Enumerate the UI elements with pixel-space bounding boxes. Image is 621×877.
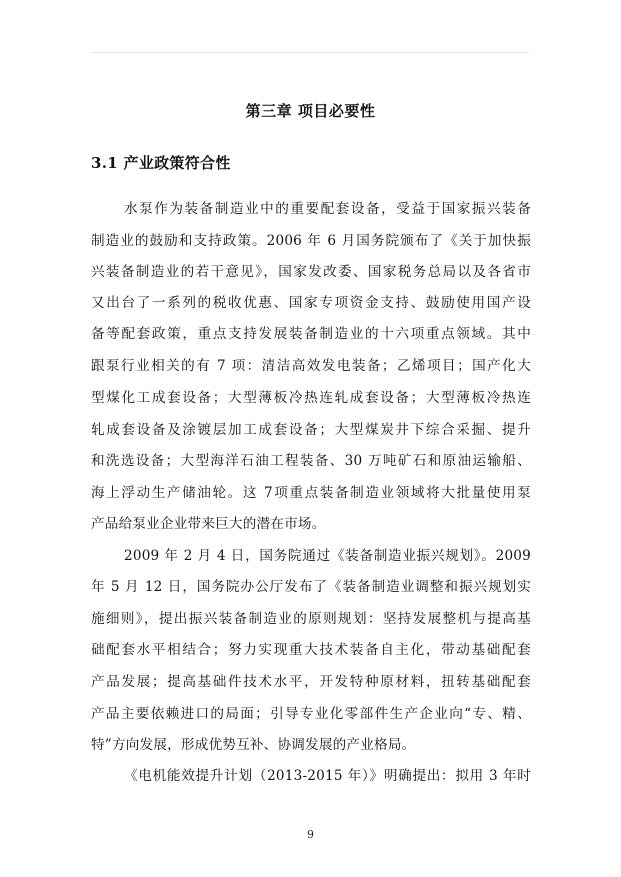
paragraph-line: 又出台了一系列的税收优惠、国家专项资金支持、鼓励使用国产设 bbox=[91, 295, 531, 311]
paragraph-line: 轧成套设备及涂镀层加工成套设备；大型煤炭井下综合采掘、提升 bbox=[91, 422, 531, 438]
paragraph-line: 产品发展；提高基础件技术水平，开发特种原材料，扭转基础配套 bbox=[91, 674, 531, 690]
paragraph-line: 跟泵行业相关的有 7 项：清洁高效发电装备；乙烯项目；国产化大 bbox=[91, 358, 531, 374]
paragraph-line: 《电机能效提升计划（2013-2015 年）》明确提出：拟用 3 年时 bbox=[124, 768, 531, 784]
paragraph-line: 施细则》，提出振兴装备制造业的原则规划：坚持发展整机与提高基 bbox=[91, 611, 531, 627]
paragraph-line: 产品给泵业企业带来巨大的潜在市场。 bbox=[91, 516, 326, 532]
page-number: 9 bbox=[307, 828, 314, 841]
paragraph-line: 兴装备制造业的若干意见》，国家发改委、国家税务总局以及各省市 bbox=[91, 264, 531, 280]
paragraph-line: 特”方向发展，形成优势互补、协调发展的产业格局。 bbox=[91, 737, 416, 753]
paragraph-line: 2009 年 2 月 4 日，国务院通过《装备制造业振兴规划》。2009 bbox=[124, 548, 531, 564]
paragraph-line: 型煤化工成套设备；大型薄板冷热连轧成套设备；大型薄板冷热连 bbox=[91, 390, 531, 406]
paragraph-line: 和洗选设备；大型海洋石油工程装备、30 万吨矿石和原油运输船、 bbox=[91, 453, 531, 469]
chapter-title: 第三章 项目必要性 bbox=[245, 102, 376, 120]
header-rule bbox=[92, 52, 529, 53]
paragraph-line: 水泵作为装备制造业中的重要配套设备，受益于国家振兴装备 bbox=[124, 201, 531, 217]
paragraph-line: 备等配套政策，重点支持发展装备制造业的十六项重点领域。其中 bbox=[91, 326, 531, 342]
paragraph-line: 制造业的鼓励和支持政策。2006 年 6 月国务院颁布了《关于加快振 bbox=[91, 233, 531, 249]
paragraph-line: 础配套水平相结合；努力实现重大技术装备自主化，带动基础配套 bbox=[91, 642, 531, 658]
section-heading: 3.1 产业政策符合性 bbox=[91, 154, 231, 172]
paragraph-line: 产品主要依赖进口的局面；引导专业化零部件生产企业向“专、精、 bbox=[91, 706, 531, 722]
paragraph-line: 海上浮动生产储油轮。这 7项重点装备制造业领域将大批量使用泵 bbox=[91, 485, 531, 501]
paragraph-line: 年 5 月 12 日，国务院办公厅发布了《装备制造业调整和振兴规划实 bbox=[91, 579, 531, 595]
